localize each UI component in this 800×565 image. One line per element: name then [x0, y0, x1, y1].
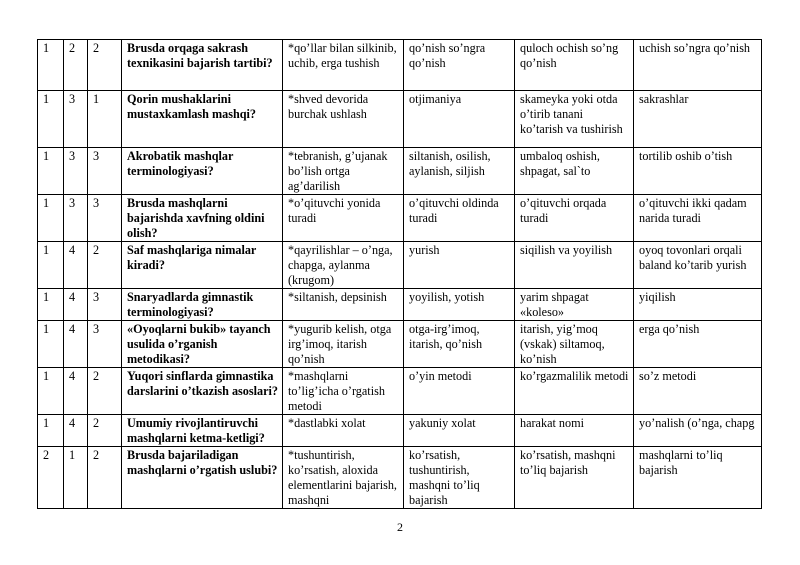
- answer-c-cell: skameyka yoki otda o’tirib tanani ko’tarish va tushirish: [515, 91, 634, 148]
- answer-b-cell: ko’rsatish, tushuntirish, mashqni to’liq bajarish: [404, 447, 515, 509]
- num-cell-2: 4: [64, 242, 88, 289]
- num-cell-2: 3: [64, 91, 88, 148]
- answer-c-cell: ko’rgazmalilik metodi: [515, 368, 634, 415]
- answer-b-cell: otga-irg’imoq, itarish, qo’nish: [404, 321, 515, 368]
- num-cell-1: 1: [38, 148, 64, 195]
- num-cell-2: 4: [64, 415, 88, 447]
- num-cell-2: 3: [64, 148, 88, 195]
- table-row: [38, 415, 762, 447]
- answer-a-cell: *yugurib kelish, otga irg’imoq, itarish qo’nish: [283, 321, 404, 368]
- question-cell: Snaryadlarda gimnastik terminologiyasi?: [122, 289, 283, 321]
- num-cell-1: 2: [38, 447, 64, 509]
- num-cell-1: 1: [38, 415, 64, 447]
- num-cell-2: 4: [64, 321, 88, 368]
- question-cell: Umumiy rivojlantiruvchi mashqlarni ketma-ketligi?: [122, 415, 283, 447]
- answer-c-cell: umbaloq oshish, shpagat, sal`to: [515, 148, 634, 195]
- answer-a-cell: *tebranish, g’ujanak bo’lish ortga ag’darilish: [283, 148, 404, 195]
- answer-a-cell: *qo’llar bilan silkinib, uchib, erga tushish: [283, 40, 404, 91]
- table-row: [38, 91, 762, 148]
- answer-d-cell: sakrashlar: [634, 91, 762, 148]
- answer-a-cell: *o’qituvchi yonida turadi: [283, 195, 404, 242]
- num-cell-3: 2: [88, 368, 122, 415]
- answer-a-cell: *dastlabki xolat: [283, 415, 404, 447]
- num-cell-1: 1: [38, 91, 64, 148]
- num-cell-3: 3: [88, 321, 122, 368]
- question-cell: Yuqori sinflarda gimnastika darslarini o’tkazish asoslari?: [122, 368, 283, 415]
- answer-c-cell: yarim shpagat «koleso»: [515, 289, 634, 321]
- num-cell-3: 1: [88, 91, 122, 148]
- answer-b-cell: qo’nish so’ngra qo’nish: [404, 40, 515, 91]
- question-cell: Akrobatik mashqlar terminologiyasi?: [122, 148, 283, 195]
- answer-b-cell: yoyilish, yotish: [404, 289, 515, 321]
- question-cell: Brusda orqaga sakrash texnikasini bajarish tartibi?: [122, 40, 283, 91]
- answer-d-cell: yo’nalish (o’nga, chapg: [634, 415, 762, 447]
- num-cell-1: 1: [38, 40, 64, 91]
- num-cell-1: 1: [38, 195, 64, 242]
- table-row: [38, 368, 762, 415]
- table-row: [38, 289, 762, 321]
- table-row: [38, 40, 762, 91]
- num-cell-2: 4: [64, 368, 88, 415]
- table-row: [38, 195, 762, 242]
- num-cell-3: 2: [88, 415, 122, 447]
- num-cell-3: 3: [88, 289, 122, 321]
- answer-c-cell: ko’rsatish, mashqni to’liq bajarish: [515, 447, 634, 509]
- num-cell-1: 1: [38, 368, 64, 415]
- answer-b-cell: yakuniy xolat: [404, 415, 515, 447]
- questions-table: [37, 39, 762, 509]
- num-cell-2: 2: [64, 40, 88, 91]
- num-cell-3: 3: [88, 148, 122, 195]
- num-cell-3: 2: [88, 40, 122, 91]
- answer-a-cell: *tushuntirish, ko’rsatish, aloxida elementlarini bajarish, mashqni: [283, 447, 404, 509]
- answer-a-cell: *siltanish, depsinish: [283, 289, 404, 321]
- num-cell-1: 1: [38, 289, 64, 321]
- answer-c-cell: siqilish va yoyilish: [515, 242, 634, 289]
- num-cell-2: 3: [64, 195, 88, 242]
- answer-b-cell: otjimaniya: [404, 91, 515, 148]
- answer-c-cell: itarish, yig’moq (vskak) siltamoq, ko’nish: [515, 321, 634, 368]
- num-cell-1: 1: [38, 321, 64, 368]
- answer-d-cell: uchish so’ngra qo’nish: [634, 40, 762, 91]
- answer-d-cell: so’z metodi: [634, 368, 762, 415]
- num-cell-3: 2: [88, 242, 122, 289]
- question-cell: Brusda bajariladigan mashqlarni o’rgatish uslubi?: [122, 447, 283, 509]
- table-row: [38, 447, 762, 509]
- num-cell-3: 2: [88, 447, 122, 509]
- num-cell-2: 4: [64, 289, 88, 321]
- answer-c-cell: quloch ochish so’ng qo’nish: [515, 40, 634, 91]
- answer-a-cell: *mashqlarni to’lig’icha o’rgatish metodi: [283, 368, 404, 415]
- page-number: 2: [397, 520, 403, 534]
- question-cell: Brusda mashqlarni bajarishda xavfning oldini olish?: [122, 195, 283, 242]
- table-row: [38, 242, 762, 289]
- answer-d-cell: erga qo’nish: [634, 321, 762, 368]
- table-row: [38, 148, 762, 195]
- answer-b-cell: yurish: [404, 242, 515, 289]
- table-row: [38, 321, 762, 368]
- answer-d-cell: yiqilish: [634, 289, 762, 321]
- num-cell-3: 3: [88, 195, 122, 242]
- answer-b-cell: siltanish, osilish, aylanish, siljish: [404, 148, 515, 195]
- answer-a-cell: *shved devorida burchak ushlash: [283, 91, 404, 148]
- answer-d-cell: tortilib oshib o’tish: [634, 148, 762, 195]
- answer-a-cell: *qayrilishlar – o’nga, chapga, aylanma (krugom): [283, 242, 404, 289]
- table-body: [38, 40, 762, 509]
- answer-d-cell: o’qituvchi ikki qadam narida turadi: [634, 195, 762, 242]
- answer-c-cell: o’qituvchi orqada turadi: [515, 195, 634, 242]
- question-cell: Qorin mushaklarini mustaxkamlash mashqi?: [122, 91, 283, 148]
- answer-b-cell: o’qituvchi oldinda turadi: [404, 195, 515, 242]
- num-cell-1: 1: [38, 242, 64, 289]
- answer-d-cell: mashqlarni to’liq bajarish: [634, 447, 762, 509]
- answer-d-cell: oyoq tovonlari orqali baland ko’tarib yurish: [634, 242, 762, 289]
- num-cell-2: 1: [64, 447, 88, 509]
- question-cell: Saf mashqlariga nimalar kiradi?: [122, 242, 283, 289]
- question-cell: «Oyoqlarni bukib» tayanch usulida o’rganish metodikasi?: [122, 321, 283, 368]
- answer-c-cell: harakat nomi: [515, 415, 634, 447]
- answer-b-cell: o’yin metodi: [404, 368, 515, 415]
